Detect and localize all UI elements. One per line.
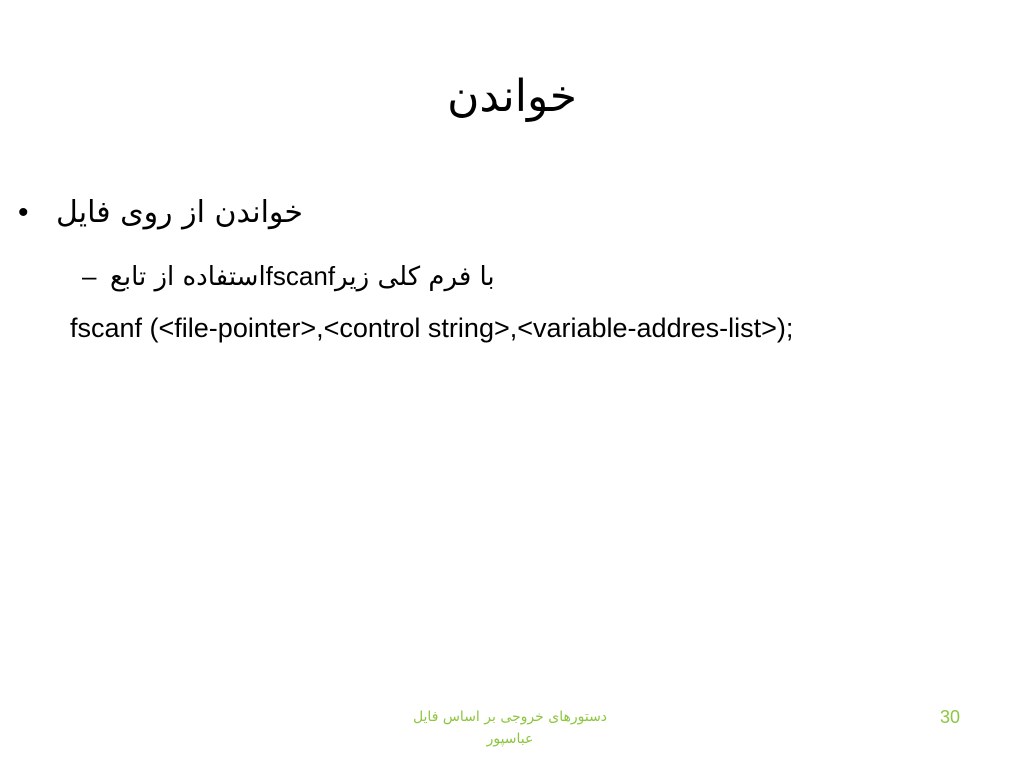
- footer-line-1: دستورهای خروجی بر اساس فایل: [412, 709, 608, 725]
- footer-text: [380, 706, 640, 750]
- bullet-text: خواندن از روی فایل: [56, 195, 303, 230]
- sub-bullet-text-after: استفاده از تابع: [110, 262, 266, 292]
- slide-number: 30: [939, 707, 961, 727]
- sub-bullet-text: [110, 254, 495, 299]
- sub-bullet-keyword: fscanf: [265, 261, 336, 291]
- bullet-item: [18, 188, 418, 238]
- code-syntax-line: fscanf (<file-pointer>,<control string>,<variable-addres-list>);: [70, 313, 794, 343]
- sub-bullet-item: [82, 254, 642, 298]
- sub-bullet-text-before: با فرم کلی زیر: [335, 262, 495, 292]
- sub-bullet-marker: –: [82, 261, 97, 291]
- footer-line-2: عباسپور: [486, 731, 534, 747]
- bullet-marker: •: [18, 196, 29, 229]
- slide-title: خواندن: [447, 71, 577, 122]
